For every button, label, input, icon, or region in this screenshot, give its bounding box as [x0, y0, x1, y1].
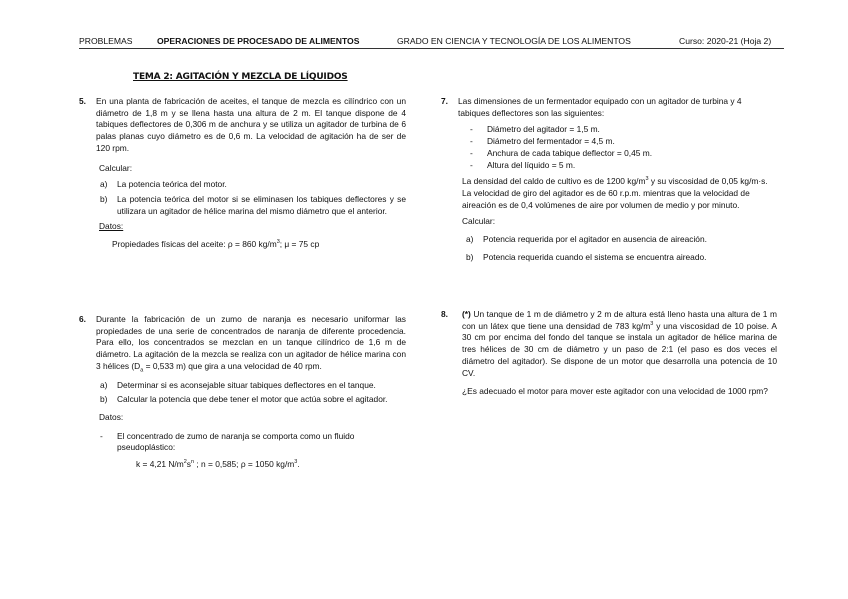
dimension-text: Diámetro del agitador = 1,5 m.: [487, 124, 600, 135]
sub-item-label: b): [100, 394, 108, 405]
sub-item: [96, 194, 406, 217]
density-paragraph: [462, 176, 771, 211]
sub-item-label: b): [466, 251, 474, 262]
fluid-parameters: [136, 459, 406, 471]
period: .: [297, 459, 300, 470]
header-rule: [79, 48, 784, 49]
dash-bullet: -: [100, 430, 103, 441]
data-label: Datos:: [99, 221, 124, 232]
dimensions-list: [466, 124, 771, 171]
dimension-text: Diámetro del fermentador = 4,5 m.: [487, 136, 615, 147]
page-header: [79, 36, 784, 48]
problem-statement: Las dimensiones de un fermentador equipado con un agitador de turbina y 4 tabiques deflectores son las siguientes:: [458, 96, 742, 118]
header-course: Curso: 2020-21 (Hoja 2): [679, 36, 772, 46]
statement-text: y una viscosidad de 10 poise. A 30 cm por encima del fondo del tanque se instala un agitador de hélice marina de tres hélices de 30 cm de diámetro y un paso de 2:1 (el paso es dos veces el diámetro del agitador). Se dispone de un motor que desarrolla una potencia de 10 CV.: [462, 320, 777, 378]
problem-statement: [462, 309, 777, 379]
calc-label: Calcular:: [462, 216, 496, 227]
density-text: La densidad del caldo de cultivo es de 1200 kg/m: [462, 176, 646, 187]
oil-properties-text: Propiedades físicas del aceite: ρ = 860 kg/m: [112, 239, 277, 250]
exponent: 3: [276, 239, 280, 246]
dash-bullet: -: [470, 136, 473, 147]
density-text-rest: y su viscosidad de 0,05 kg/m·s. La velocidad de giro del agitador es de 60 r.p.m. mientras que la velocidad de aireación es de 0,4 volúmenes de aire por volumen de medio y por minuto.: [462, 176, 768, 210]
problem-statement: En una planta de fabricación de aceites, el tanque de mezcla es cilíndrico con un diámetro de 1,8 m y se llena hasta una altura de 2 m. El tanque dispone de 4 tabiques deflectores de 0,306 m de anchura y se utiliza un agitador de turbina de 6 palas planas cuyo diámetro es de 0,6 m. La velocidad de agitación ha de ser de 120 rpm.: [96, 96, 406, 153]
dimension-text: Altura del líquido = 5 m.: [487, 159, 576, 170]
sub-item-label: a): [100, 179, 108, 190]
oil-viscosity-text: ; μ = 75 cp: [279, 239, 320, 250]
data-item: [96, 431, 406, 454]
sub-item-text: Determinar si es aconsejable situar tabiques deflectores en el tanque.: [117, 379, 376, 390]
k-value: k = 4,21 N/m: [136, 459, 184, 470]
exponent: 3: [294, 459, 298, 466]
problem-number: 8.: [441, 309, 448, 319]
page-title: TEMA 2: AGITACIÓN Y MEZCLA DE LÍQUIDOS: [133, 72, 348, 82]
sub-item: [96, 394, 406, 406]
k-unit: s: [186, 459, 191, 470]
problem-6: [79, 314, 406, 471]
dash-bullet: -: [470, 159, 473, 170]
dimension-item: [466, 148, 771, 160]
problem-statement: [96, 314, 406, 373]
problem-number: 7.: [441, 96, 448, 106]
sub-item: [462, 252, 771, 264]
problem-5: [79, 96, 406, 251]
question-text: ¿Es adecuado el motor para mover este agitador con una velocidad de 1000 rpm?: [462, 386, 768, 397]
dimension-item: [466, 124, 771, 136]
problem-number: 5.: [79, 96, 86, 106]
dimension-item: [466, 136, 771, 148]
exponent: n: [190, 459, 195, 466]
sub-item: [96, 380, 406, 392]
dimension-item: [466, 160, 771, 172]
data-label: Datos:: [99, 411, 124, 422]
sub-item-label: a): [100, 379, 108, 390]
sub-item-text: Potencia requerida por el agitador en ausencia de aireación.: [483, 234, 707, 245]
statement-text: = 0,533 m) que gira a una velocidad de 40 rpm.: [143, 360, 322, 371]
problem-7: [441, 96, 771, 266]
sub-item-text: Potencia requerida cuando el sistema se encuentra aireado.: [483, 251, 707, 262]
statement-text: Un tanque de 1 m de diámetro y 2 m de altura está lleno hasta una altura de 1 m con un látex que tiene una densidad de 783 kg/m: [462, 309, 777, 331]
fluid-text: El concentrado de zumo de naranja se comporta como un fluido pseudoplástico:: [117, 430, 355, 453]
dimension-text: Anchura de cada tabique deflector = 0,45 m.: [487, 147, 653, 158]
sub-item-text: La potencia teórica del motor si se eliminasen los tabiques deflectores y se utilizara un agitador de hélice marina del mismo diámetro que el anterior.: [117, 193, 406, 216]
sub-item: [96, 179, 406, 191]
exponent: 2: [183, 459, 187, 466]
header-section-label: PROBLEMAS: [79, 36, 133, 46]
n-rho-values: ; n = 0,585; ρ = 1050 kg/m: [194, 459, 295, 470]
sub-item-text: La potencia teórica del motor.: [117, 179, 227, 190]
dash-bullet: -: [470, 124, 473, 135]
header-degree: GRADO EN CIENCIA Y TECNOLOGÍA DE LOS ALIMENTOS: [397, 36, 631, 46]
sub-item: [462, 234, 771, 246]
sub-item-label: b): [100, 193, 108, 204]
problem-number: 6.: [79, 314, 86, 324]
exponent: 3: [650, 320, 654, 327]
exponent: 3: [645, 176, 649, 183]
sub-item-text: Calcular la potencia que debe tener el motor que actúa sobre el agitador.: [117, 394, 388, 405]
header-subject: OPERACIONES DE PROCESADO DE ALIMENTOS: [157, 36, 360, 46]
dash-bullet: -: [470, 147, 473, 158]
problem-8: [441, 309, 777, 398]
subscript: a: [140, 367, 144, 374]
statement-text: Durante la fabricación de un zumo de naranja es necesario uniformar las propiedades de una serie de concentrados de naranja de diferente procedencia. Para ello, los concentrados se mezclan en un tanque cilíndrico de 1,6 m de diámetro. La agitación de la mezcla se realiza con un agitador de hélice marina con 3 hélices (D: [96, 314, 406, 371]
optional-marker: (*): [462, 309, 471, 319]
calc-label: Calcular:: [99, 162, 133, 173]
sub-item-label: a): [466, 234, 474, 245]
oil-properties: [112, 239, 406, 251]
